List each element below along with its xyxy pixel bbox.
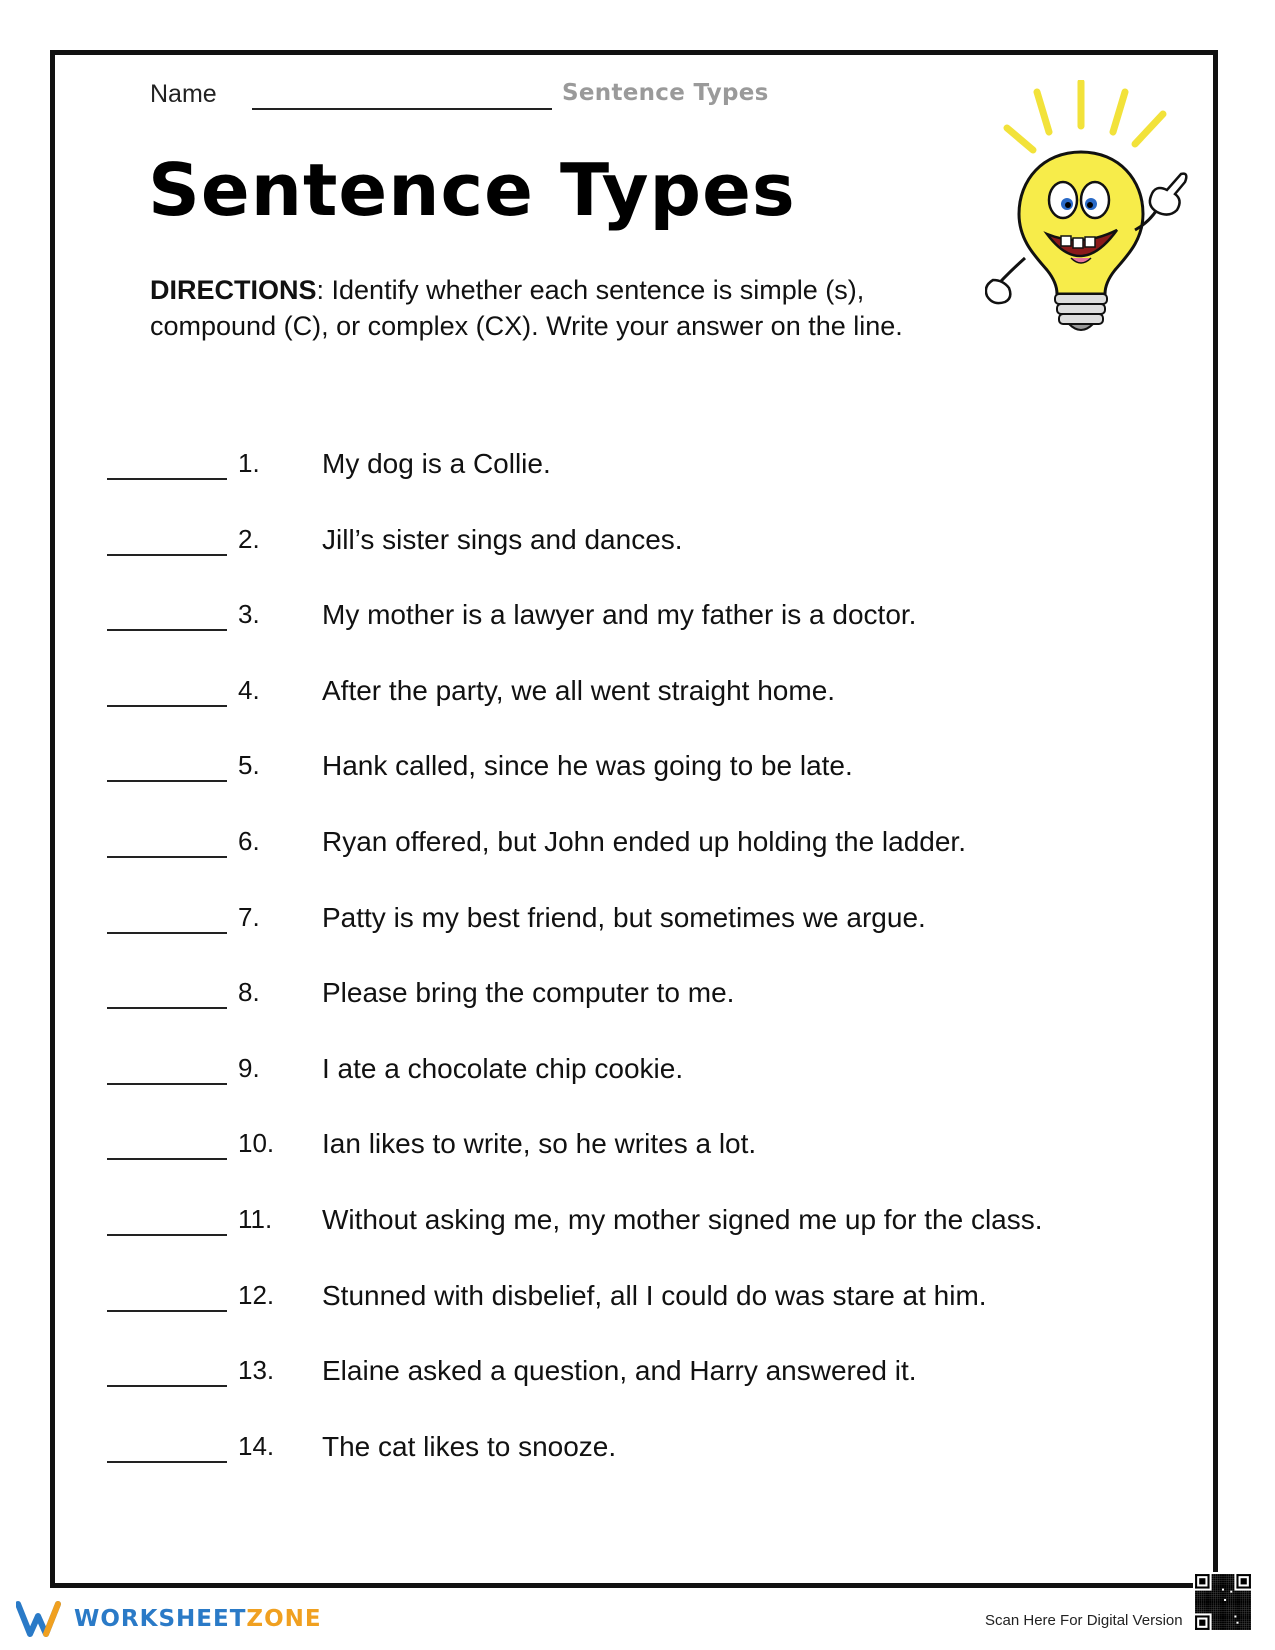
question-number: 10.	[238, 1128, 275, 1159]
question-text: The cat likes to snooze.	[322, 1430, 617, 1462]
question-text: Jill’s sister sings and dances.	[322, 523, 683, 555]
name-label: Name	[150, 80, 217, 108]
answer-line[interactable]	[107, 1234, 227, 1236]
question-text: Ian likes to write, so he writes a lot.	[322, 1128, 757, 1160]
brand-part1: WORKSHEET	[74, 1606, 247, 1632]
question-number: 4.	[238, 674, 260, 705]
answer-line[interactable]	[107, 629, 227, 631]
question-row	[0, 1200, 1275, 1240]
scan-text: Scan Here For Digital Version	[985, 1612, 1183, 1629]
answer-line[interactable]	[107, 780, 227, 782]
question-number: 3.	[238, 599, 260, 630]
question-row	[0, 822, 1275, 862]
question-row	[0, 444, 1275, 484]
answer-line[interactable]	[107, 705, 227, 707]
question-row	[0, 898, 1275, 938]
question-text: Without asking me, my mother signed me up for the class.	[322, 1204, 1043, 1235]
question-row	[0, 1427, 1275, 1467]
header-tag: Sentence Types	[562, 80, 769, 106]
question-row	[0, 671, 1275, 711]
qr-code-icon[interactable]	[1193, 1572, 1253, 1632]
question-row	[0, 520, 1275, 560]
question-text: Ryan offered, but John ended up holding the ladder.	[322, 826, 966, 857]
question-text: Elaine asked a question, and Harry answered it.	[322, 1355, 917, 1387]
answer-line[interactable]	[107, 1310, 227, 1312]
directions-label: DIRECTIONS	[150, 275, 317, 305]
question-number: 11.	[238, 1204, 273, 1234]
answer-line[interactable]	[107, 1083, 227, 1085]
question-text: Patty is my best friend, but sometimes we argue.	[322, 901, 926, 933]
question-text: I ate a chocolate chip cookie.	[322, 1052, 684, 1084]
question-row	[0, 1124, 1275, 1164]
directions-text: : Identify whether each sentence is simple (s), compound (C), or complex (CX). Write your answer on the line.	[150, 275, 903, 341]
question-text: My mother is a lawyer and my father is a doctor.	[322, 599, 917, 631]
question-text: After the party, we all went straight home.	[322, 674, 836, 706]
answer-line[interactable]	[107, 856, 227, 858]
brand-name	[74, 1606, 322, 1632]
question-row	[0, 746, 1275, 786]
question-number: 1.	[238, 448, 260, 478]
question-number: 14.	[238, 1430, 275, 1461]
page-title: Sentence Types	[148, 148, 796, 232]
worksheetzone-logo-icon	[16, 1598, 66, 1638]
answer-line[interactable]	[107, 1461, 227, 1463]
question-number: 2.	[238, 523, 260, 554]
question-text: Please bring the computer to me.	[322, 977, 735, 1009]
answer-line[interactable]	[107, 1007, 227, 1009]
question-row	[0, 973, 1275, 1013]
question-row	[0, 1276, 1275, 1316]
question-number: 8.	[238, 977, 260, 1008]
answer-line[interactable]	[107, 554, 227, 556]
question-row	[0, 595, 1275, 635]
question-row	[0, 1351, 1275, 1391]
question-text: My dog is a Collie.	[322, 448, 551, 479]
answer-line[interactable]	[107, 1385, 227, 1387]
question-number: 9.	[238, 1052, 260, 1083]
answer-line[interactable]	[107, 1158, 227, 1160]
question-text: Stunned with disbelief, all I could do was stare at him.	[322, 1279, 987, 1311]
question-number: 5.	[238, 750, 260, 781]
brand-part2: ZONE	[246, 1606, 322, 1632]
question-number: 6.	[238, 826, 260, 856]
question-number: 13.	[238, 1355, 275, 1386]
question-row	[0, 1049, 1275, 1089]
answer-line[interactable]	[107, 478, 227, 480]
question-number: 7.	[238, 901, 260, 932]
answer-line[interactable]	[107, 932, 227, 934]
question-text: Hank called, since he was going to be late.	[322, 750, 853, 782]
question-number: 12.	[238, 1279, 275, 1310]
